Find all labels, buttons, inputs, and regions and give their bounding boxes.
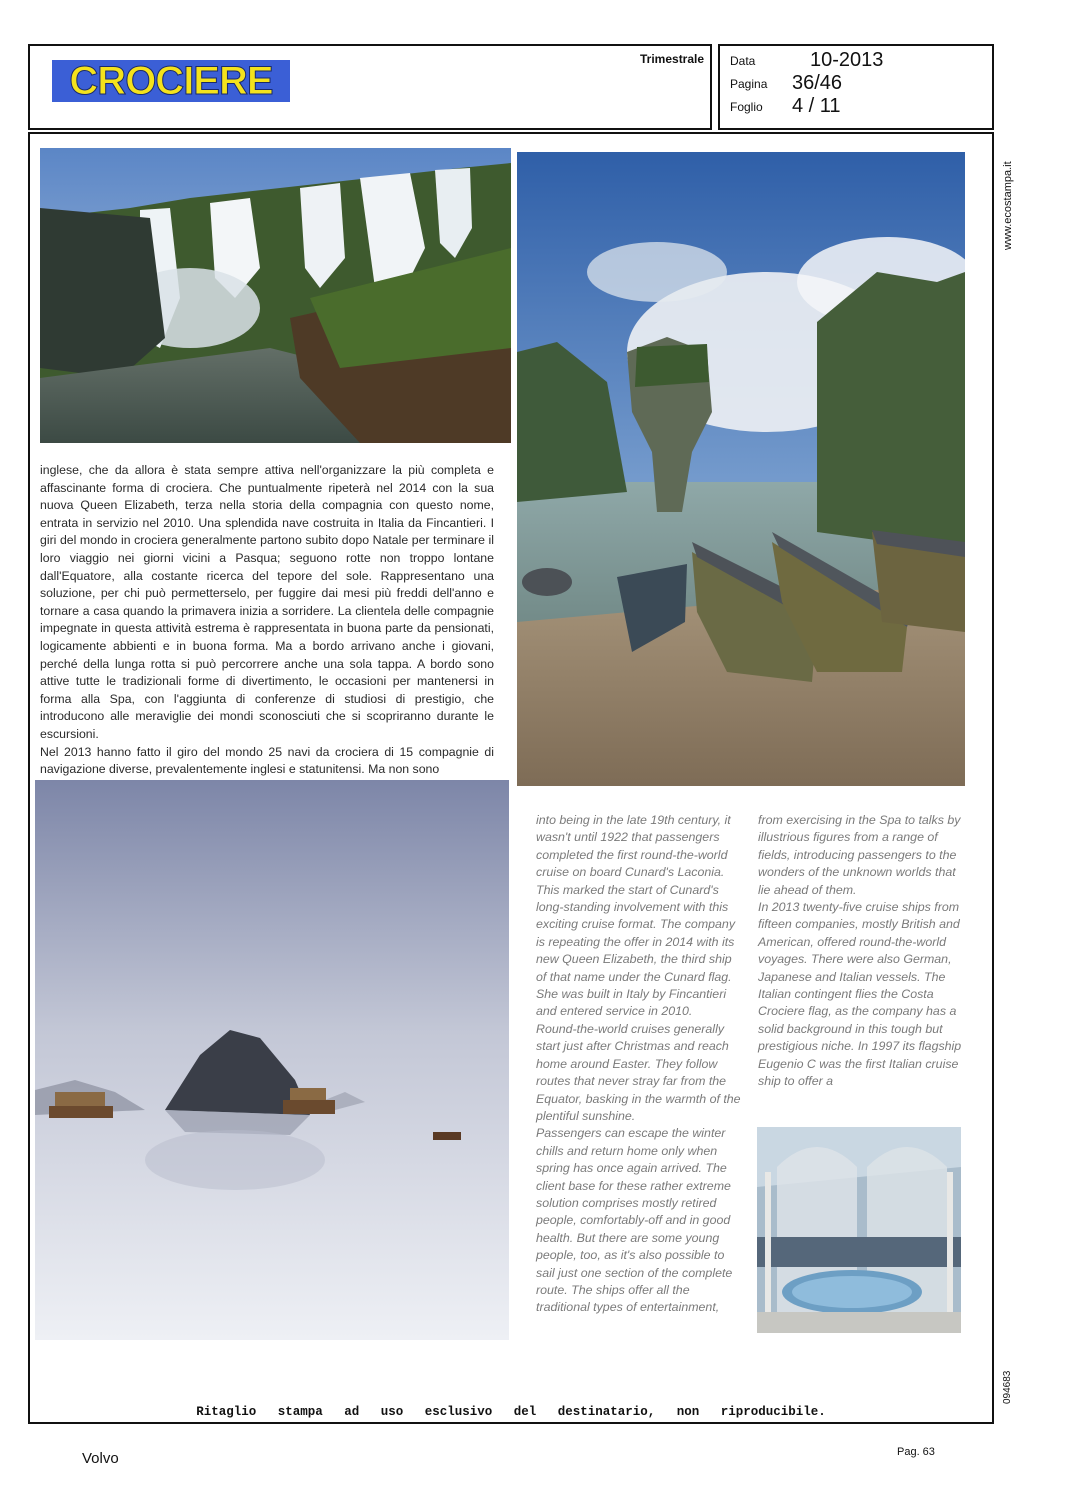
side-url <box>1000 148 1016 252</box>
ship-spa-photo <box>757 1127 961 1333</box>
waterfall-photo <box>40 148 511 443</box>
english-paragraph: from exercising in the Spa to talks by illustrious figures from a range of fields, introducing passengers to the wonders of the unknown worlds that lie ahead of them. <box>758 813 961 897</box>
date-label: Data <box>730 54 756 68</box>
italian-paragraph: inglese, che da allora è stata sempre attiva nell'organizzare la più completa e affascinante forma di crociera. Che puntualmente ripeterà nel 2014 con la sua nuova Queen Elizabeth, terza nella storia della compagnia con questo nome, entrata in servizio nel 2010. Una splendida nave costruita in Italia da Fincantieri. I giri del mondo in crociera generalmente partono subito dopo Natale per terminare il loro viaggio nei giorni vicini a Pasqua; seguono rotte non troppo lontane dall'Equatore, alla costante ricerca del tepore del sole. Rappresentano una soluzione, per chi può permetterselo, per fuggire dai mesi più freddi dell'anno e tornare a casa quando la primavera inizia a sorridere. La clientela delle compagnie impegnate in questa attività estrema è rappresentata in buona parte da pensionati, logicamente abbienti e in buona forma. Ma a bordo arrivano anche i giovani, perché della lunga rotta si può percorrere anche una sola tappa. A bordo sono attive tutte le tradizionali forme di divertimento, le occasioni per mantenersi in forma alla Spa, con l'aggiunta di conferenze di studiosi di prestigio, che introducono alle meraviglie dei mondi sconosciuti che si scopriranno durante le escursioni. <box>40 463 494 741</box>
sheet-value: 4 / 11 <box>792 95 841 117</box>
article-english-col2 <box>758 812 970 1091</box>
limestone-island-photo <box>517 152 965 786</box>
article-english-col1 <box>536 812 744 1317</box>
side-url-text: www.ecostampa.it <box>1002 161 1014 250</box>
misty-bay-photo <box>35 780 509 1340</box>
clipping-notice: Ritaglio stampa ad uso esclusivo del destinatario, non riproducibile. <box>196 1405 826 1419</box>
italian-paragraph: Nel 2013 hanno fatto il giro del mondo 25 navi da crociera di 15 compagnie di navigazione diverse, prevalentemente inglesi e statunitensi. Ma non sono <box>40 744 494 777</box>
side-code-text: 094683 <box>1002 1370 1013 1404</box>
date-value: 10-2013 <box>810 49 884 71</box>
periodicity-label: Trimestrale <box>640 52 705 66</box>
english-paragraph: into being in the late 19th century, it wasn't until 1922 that passengers completed the first round-the-world cruise on board Cunard's Laconia. This marked the start of Cunard's long-standing involvement with this exciting cruise format. The company is repeating the offer in 2014 with its new Queen Elizabeth, the third ship of that name under the Cunard flag. She was built in Italy by Fincantieri and entered service in 2010. <box>536 813 736 1019</box>
page-number: Pag. 63 <box>897 1446 935 1458</box>
magazine-logo-text: CROCIERE <box>69 59 273 103</box>
english-paragraph: Passengers can escape the winter chills and return home only when spring has once again arrived. The client base for these rather extreme solution comprises mostly retired people, comfortably-off and in good health. But there are some young people, too, as it's also possible to sail just one section of the complete route. The ships offer all the traditional types of entertainment, <box>536 1126 733 1315</box>
page-value: 36/46 <box>792 72 843 94</box>
article-italian <box>40 462 494 779</box>
side-code <box>1000 1360 1016 1406</box>
page-label: Pagina <box>730 77 768 91</box>
english-paragraph: In 2013 twenty-five cruise ships from fifteen companies, mostly British and American, offered round-the-world voyages. There were also German, Japanese and Italian vessels. The Italian contingent flies the Costa Crociere flag, as the company has a solid background in this tough but prestigious niche. In 1997 its flagship Eugenio C was the first Italian cruise ship to offer a <box>758 900 962 1089</box>
client-name: Volvo <box>82 1450 119 1467</box>
english-paragraph: Round-the-world cruises generally start just after Christmas and reach home around Easter. They follow routes that never stray far from the Equator, basking in the warmth of the plentiful sunshine. <box>536 1021 741 1123</box>
sheet-label: Foglio <box>730 100 763 114</box>
magazine-logo <box>52 60 290 102</box>
